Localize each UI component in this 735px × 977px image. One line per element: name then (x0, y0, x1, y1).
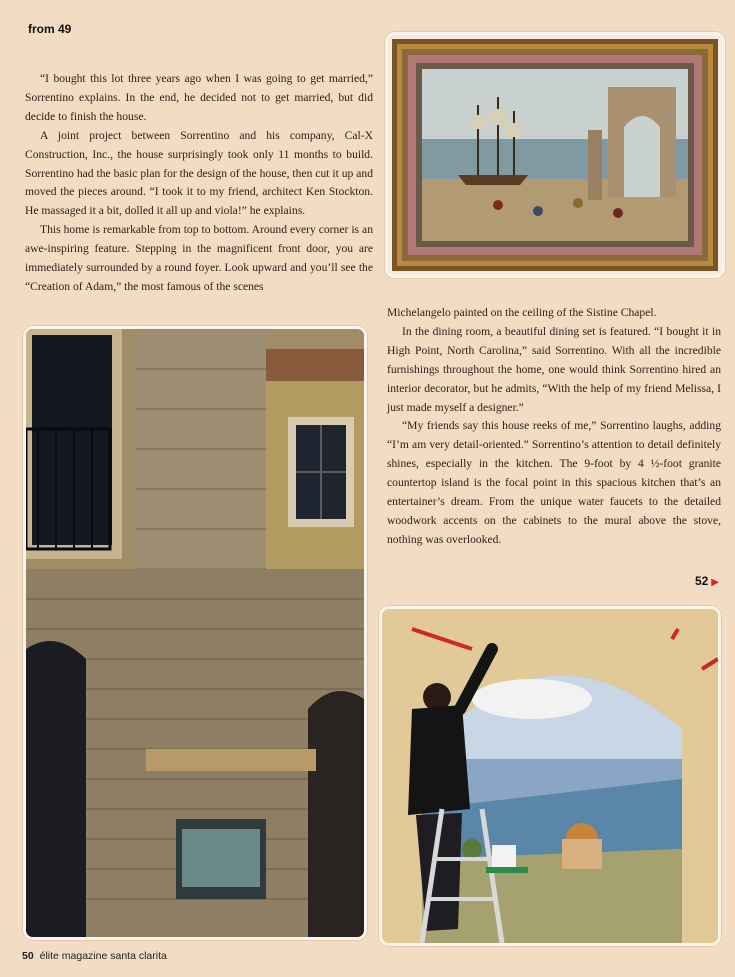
publication-name: élite magazine santa clarita (39, 950, 167, 962)
stone-house-illustration (26, 329, 364, 937)
continued-to-label (695, 574, 719, 588)
tapestry-photo (385, 32, 725, 278)
article-column-left (25, 70, 373, 297)
paragraph: “I bought this lot three years ago when I was going to get married,” Sorrentino explains. In the end, he decided not to get married, but did decide to finish the house. (25, 72, 373, 123)
paragraph: In the dining room, a beautiful dining set is featured. “I bought it in High Point, North Carolina,” said Sorrentino. With all the incredible furnishings throughout the home, one would think Sorrentino hired an interior decorator, but he admits, “With the help of my friend Melissa, I just made myself a designer.” (387, 324, 721, 414)
continued-to-page: 52 (694, 574, 709, 588)
paragraph-continuation: Michelangelo painted on the ceiling of the Sistine Chapel. (387, 306, 657, 319)
page-footer (22, 950, 167, 962)
framed-tapestry-illustration (388, 35, 722, 275)
paragraph: This home is remarkable from top to bottom. Around every corner is an awe-inspiring feature. Stepping in the magnificent front door, you are immediately surrounded by a round foyer. Look upward and you’ll see the “Creation of Adam,” the most famous of the scenes (25, 223, 373, 293)
stone-house-photo (23, 326, 367, 940)
article-column-right (387, 304, 721, 550)
page-number: 50 (22, 950, 34, 962)
continued-from-label: from 49 (28, 22, 72, 36)
paragraph: A joint project between Sorrentino and his company, Cal-X Construction, Inc., the house surprisingly took only 11 months to build. Sorrentino had the basic plan for the design of the house, then cut it up and moved the pieces around. “I took it to my friend, architect Ken Stockton. He massaged it a bit, dolled it all up and viola!” he explains. (25, 128, 373, 218)
mural-painter-illustration (382, 609, 718, 943)
mural-painter-photo (379, 606, 721, 946)
paragraph: “My friends say this house reeks of me,” Sorrentino laughs, adding “I’m am very detail-oriented.” Sorrentino’s attention to detail definitely shines, especially in the kitchen. The 9-foot by 4 ½-foot granite countertop island is the focal point in this spacious kitchen that’s an entertainer’s dream. From the unique water faucets to the detailed woodwork accents on the cabinets to the mural above the stove, nothing was overlooked. (387, 419, 721, 546)
arrow-right-icon: ▶ (711, 577, 719, 588)
